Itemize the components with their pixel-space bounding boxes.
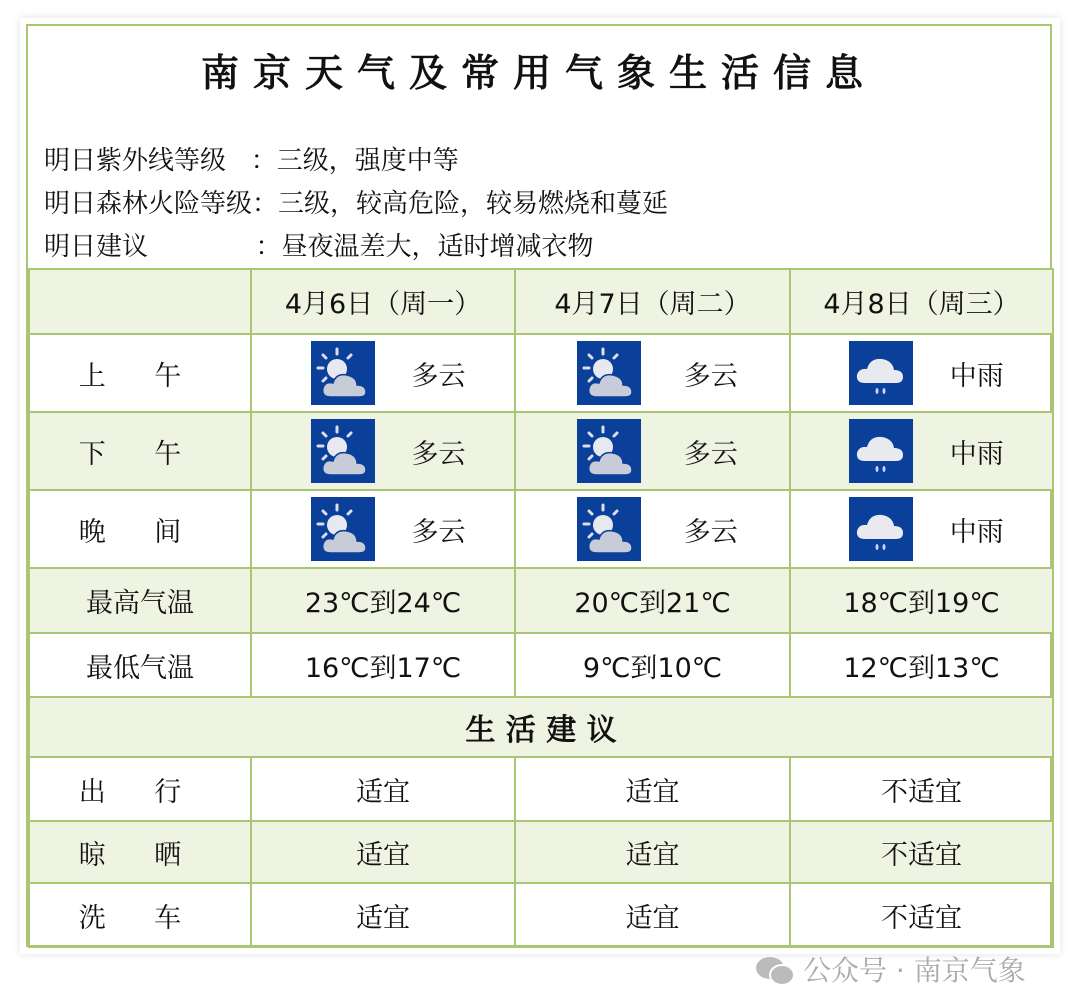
weather-cell (251, 490, 515, 568)
row-label: 洗 车 (29, 883, 251, 947)
table-row (29, 633, 1053, 697)
advice-cell: 不适宜 (790, 821, 1053, 883)
advice-cell: 适宜 (251, 757, 515, 821)
table-row (29, 821, 1053, 883)
rain-icon (849, 497, 913, 561)
table-row (29, 757, 1053, 821)
info-advice (44, 226, 593, 263)
info-value: ：三级，较高危险，较易燃烧和蔓延 (252, 189, 669, 219)
watermark (755, 952, 1026, 990)
weather-text: 多云 (683, 516, 738, 548)
temp-cell: 12℃到13℃ (790, 633, 1053, 697)
rain-icon (849, 341, 913, 405)
table-row (29, 883, 1053, 947)
page-title: 南京天气及常用气象生活信息 (200, 51, 877, 95)
weather-sheet (26, 24, 1052, 947)
weather-cell (515, 490, 790, 568)
life-header-row (29, 697, 1053, 757)
weather-text: 多云 (683, 438, 738, 470)
day-header: 4月7日（周二） (515, 269, 790, 334)
temp-cell: 20℃到21℃ (515, 568, 790, 633)
info-value: ：昼夜温差大，适时增减衣物 (255, 232, 594, 262)
header-row (29, 269, 1053, 334)
row-label: 最低气温 (29, 633, 251, 697)
weather-text: 中雨 (949, 516, 1004, 548)
temp-cell: 16℃到17℃ (251, 633, 515, 697)
advice-cell: 不适宜 (790, 883, 1053, 947)
partly-cloudy-icon (311, 497, 375, 561)
advice-cell: 适宜 (251, 883, 515, 947)
table-row (29, 412, 1053, 490)
info-label: 明日森林火险等级 (44, 189, 253, 219)
row-label: 最高气温 (29, 568, 251, 633)
row-label: 下 午 (29, 412, 251, 490)
row-label: 晾 晒 (29, 821, 251, 883)
info-label: 明日紫外线等级 (44, 146, 251, 176)
advice-cell: 适宜 (515, 821, 790, 883)
corner-cell (29, 269, 251, 334)
row-label: 上 午 (29, 334, 251, 412)
weather-text: 多云 (683, 360, 738, 392)
advice-cell: 适宜 (515, 883, 790, 947)
partly-cloudy-icon (577, 419, 641, 483)
table-row (29, 568, 1053, 633)
life-title: 生 活 建 议 (29, 697, 1053, 757)
forecast-table (28, 268, 1054, 948)
table-row (29, 334, 1053, 412)
weather-cell (515, 412, 790, 490)
advice-cell: 不适宜 (790, 757, 1053, 821)
weather-cell (790, 412, 1053, 490)
temp-cell: 23℃到24℃ (251, 568, 515, 633)
partly-cloudy-icon (577, 497, 641, 561)
weather-text: 多云 (411, 360, 466, 392)
day-header: 4月6日（周一） (251, 269, 515, 334)
info-uv (44, 140, 459, 177)
weather-cell (515, 334, 790, 412)
rain-icon (849, 419, 913, 483)
weather-cell (790, 334, 1053, 412)
watermark-text: 公众号 · 南京气象 (803, 954, 1026, 987)
wechat-icon (755, 955, 795, 987)
info-value: ：三级，强度中等 (250, 146, 459, 176)
weather-cell (251, 412, 515, 490)
weather-text: 多云 (411, 516, 466, 548)
row-label: 晚 间 (29, 490, 251, 568)
temp-cell: 9℃到10℃ (515, 633, 790, 697)
row-label: 出 行 (29, 757, 251, 821)
weather-text: 中雨 (949, 438, 1004, 470)
advice-cell: 适宜 (515, 757, 790, 821)
partly-cloudy-icon (311, 341, 375, 405)
table-row (29, 490, 1053, 568)
weather-text: 中雨 (949, 360, 1004, 392)
weather-text: 多云 (411, 438, 466, 470)
weather-cell (251, 334, 515, 412)
day-header: 4月8日（周三） (790, 269, 1053, 334)
info-fire (44, 183, 668, 220)
advice-cell: 适宜 (251, 821, 515, 883)
partly-cloudy-icon (577, 341, 641, 405)
partly-cloudy-icon (311, 419, 375, 483)
weather-cell (790, 490, 1053, 568)
temp-cell: 18℃到19℃ (790, 568, 1053, 633)
info-label: 明日建议 (44, 232, 256, 262)
